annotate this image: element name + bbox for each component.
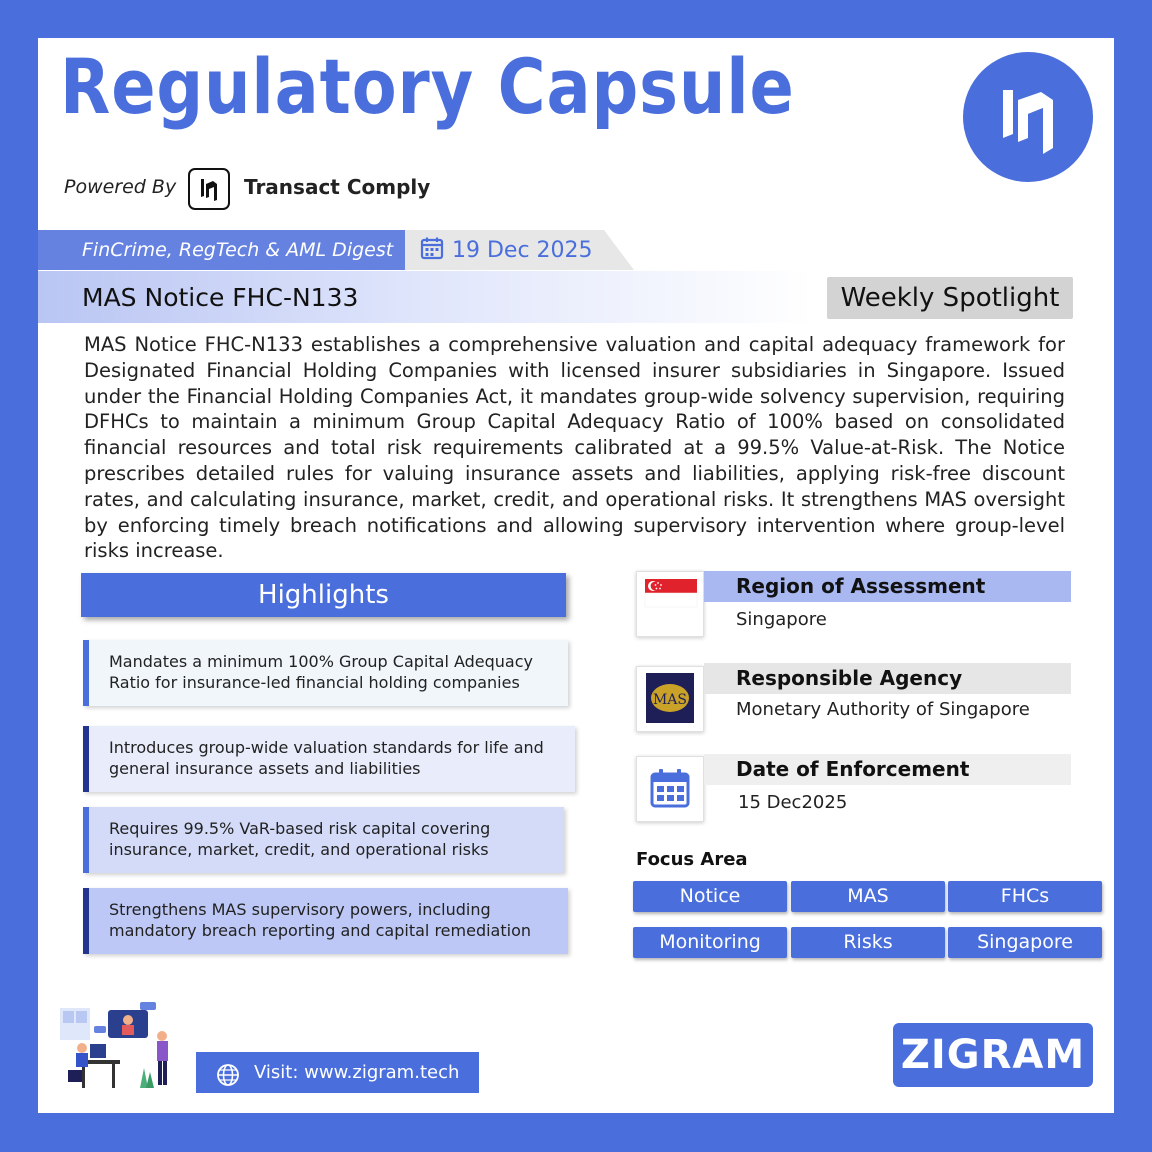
date-text: 19 Dec 2025 xyxy=(452,237,593,263)
notice-title: MAS Notice FHC-N133 xyxy=(82,283,359,312)
highlight-item xyxy=(83,726,575,792)
summary-paragraph: MAS Notice FHC-N133 establishes a comprehensive valuation and capital adequacy framework for Designated Financial Holding Companies with licensed insurer subsidiaries in Singapore. Issued under the Financial Holding Companies Act, it mandates group-wide solvency supervision, requiring DFHCs to maintain a minimum Group Capital Adequacy Ratio of 100% based on consolidated financial resources and total risk requirements calibrated at a 99.5% Value-at-Risk. The Notice prescribes detailed rules for valuing insurance assets and liabilities, applying risk-free discount rates, and calculating insurance, market, credit, and operational risks. It strengthens MAS oversight by enforcing timely breach notifications and allowing supervisory intervention where group-level risks increase. xyxy=(84,333,1065,563)
highlight-text: Requires 99.5% VaR-based risk capital covering insurance, market, credit, and operational risks xyxy=(109,819,491,859)
visit-text: Visit: www.zigram.tech xyxy=(254,1062,460,1083)
mas-logo-icon xyxy=(636,666,704,732)
region-value: Singapore xyxy=(736,609,827,630)
focus-tag: Singapore xyxy=(948,927,1102,958)
highlight-text: Strengthens MAS supervisory powers, including mandatory breach reporting and capital remediation xyxy=(109,900,531,940)
transact-comply-logo-icon xyxy=(963,52,1093,182)
weekly-spotlight-badge: Weekly Spotlight xyxy=(827,277,1073,319)
capsule-card xyxy=(38,38,1114,1113)
zigram-logo: ZIGRAM xyxy=(893,1023,1093,1087)
highlight-item xyxy=(83,640,568,706)
calendar-icon xyxy=(420,236,444,264)
focus-tag: FHCs xyxy=(948,881,1102,912)
highlight-text: Mandates a minimum 100% Group Capital Adequacy Ratio for insurance-led financial holding companies xyxy=(109,652,533,692)
singapore-flag-icon xyxy=(636,571,704,637)
powered-by-label: Powered By xyxy=(64,176,177,198)
digest-date xyxy=(420,230,593,270)
focus-tag: Notice xyxy=(633,881,787,912)
calendar-icon xyxy=(636,756,704,822)
enforcement-label: Date of Enforcement xyxy=(704,754,1071,785)
focus-tag: MAS xyxy=(791,881,945,912)
focus-tag: Monitoring xyxy=(633,927,787,958)
highlight-item xyxy=(83,888,568,954)
highlight-item xyxy=(83,807,564,873)
page-title: Regulatory Capsule xyxy=(60,42,795,131)
brand-name: Transact Comply xyxy=(244,175,431,199)
mas-logo-text: MAS xyxy=(652,692,688,708)
highlight-text: Introduces group-wide valuation standards for life and general insurance assets and liabilities xyxy=(109,738,544,778)
team-illustration xyxy=(60,998,184,1093)
digest-label: FinCrime, RegTech & AML Digest xyxy=(38,230,405,270)
highlights-heading: Highlights xyxy=(81,573,566,617)
transact-comply-small-logo-icon xyxy=(188,168,230,210)
visit-link[interactable] xyxy=(196,1052,479,1093)
focus-tag: Risks xyxy=(791,927,945,958)
enforcement-value: 15 Dec2025 xyxy=(738,792,848,813)
agency-label: Responsible Agency xyxy=(704,663,1071,694)
globe-icon xyxy=(216,1061,240,1102)
region-label: Region of Assessment xyxy=(704,571,1071,602)
agency-value: Monetary Authority of Singapore xyxy=(736,699,1030,720)
focus-area-label: Focus Area xyxy=(636,849,748,870)
